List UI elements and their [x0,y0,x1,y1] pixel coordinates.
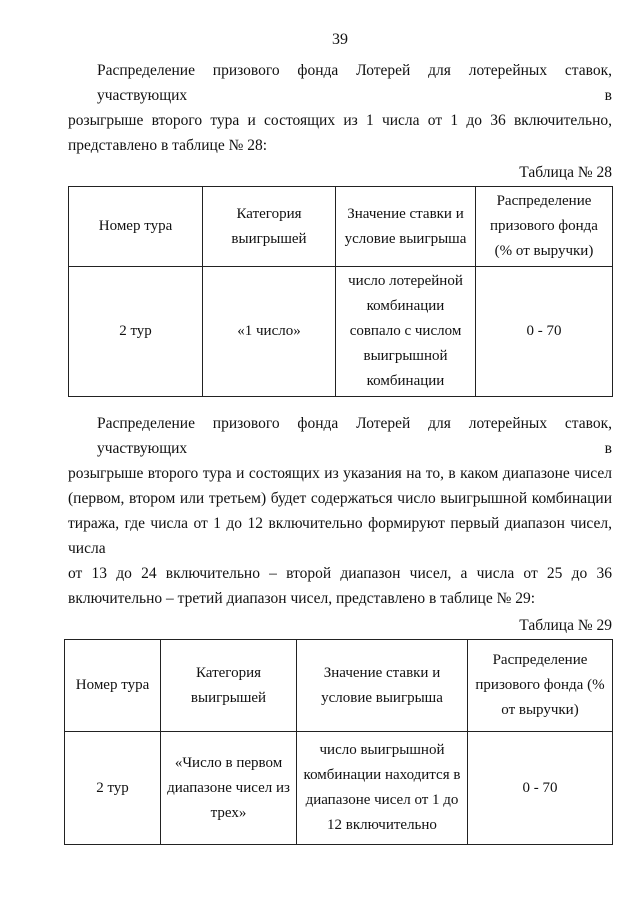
table-cell: 0 - 70 [468,732,613,845]
text-line: включительно – третий диапазон чисел, представлено в таблице № 29: [68,590,536,607]
header-cell: Категория выигрышей [203,187,336,267]
table-cell: «Число в первом диапазоне чисел из трех» [161,732,297,845]
header-cell: Номер тура [69,187,203,267]
table-cell: «1 число» [203,267,336,397]
table-cell: 2 тур [69,267,203,397]
page-number: 39 [332,31,348,48]
text-line: от 13 до 24 включительно – второй диапазон чисел, а числа от 25 до 36 [68,565,612,582]
paragraph-1 [68,58,612,158]
table-row [69,267,613,397]
table-header-row [65,640,613,732]
header-cell: Распределение призового фонда (% от выручки) [468,640,613,732]
table-29-label: Таблица № 29 [519,617,612,634]
text-line: тиража, где числа от 1 до 12 включительно формируют первый диапазон чисел, числа [68,515,612,557]
text-line: Распределение призового фонда Лотерей для лотерейных ставок, участвующих в [97,415,612,457]
table-row [65,732,613,845]
text-line: розыгрыше второго тура и состоящих из 1 числа от 1 до 36 включительно, [68,112,612,129]
header-cell: Категория выигрышей [161,640,297,732]
table-cell: 2 тур [65,732,161,845]
table-cell: число выигрышной комбинации находится в диапазоне чисел от 1 до 12 включительно [297,732,468,845]
table-28 [68,186,613,397]
paragraph-2 [68,411,612,611]
text-line: представлено в таблице № 28: [68,137,268,154]
table-29 [64,639,613,845]
text-line: розыгрыше второго тура и состоящих из указания на то, в каком диапазоне чисел [68,465,612,482]
table-cell: 0 - 70 [476,267,613,397]
text-line: Распределение призового фонда Лотерей для лотерейных ставок, участвующих в [97,62,612,104]
text-line: (первом, втором или третьем) будет содержаться число выигрышной комбинации [68,490,612,507]
table-header-row [69,187,613,267]
table-28-label: Таблица № 28 [519,164,612,181]
header-cell: Значение ставки и условие выигрыша [297,640,468,732]
header-cell: Распределение призового фонда (% от выручки) [476,187,613,267]
table-cell: число лотерейной комбинации совпало с числом выигрышной комбинации [336,267,476,397]
header-cell: Номер тура [65,640,161,732]
header-cell: Значение ставки и условие выигрыша [336,187,476,267]
